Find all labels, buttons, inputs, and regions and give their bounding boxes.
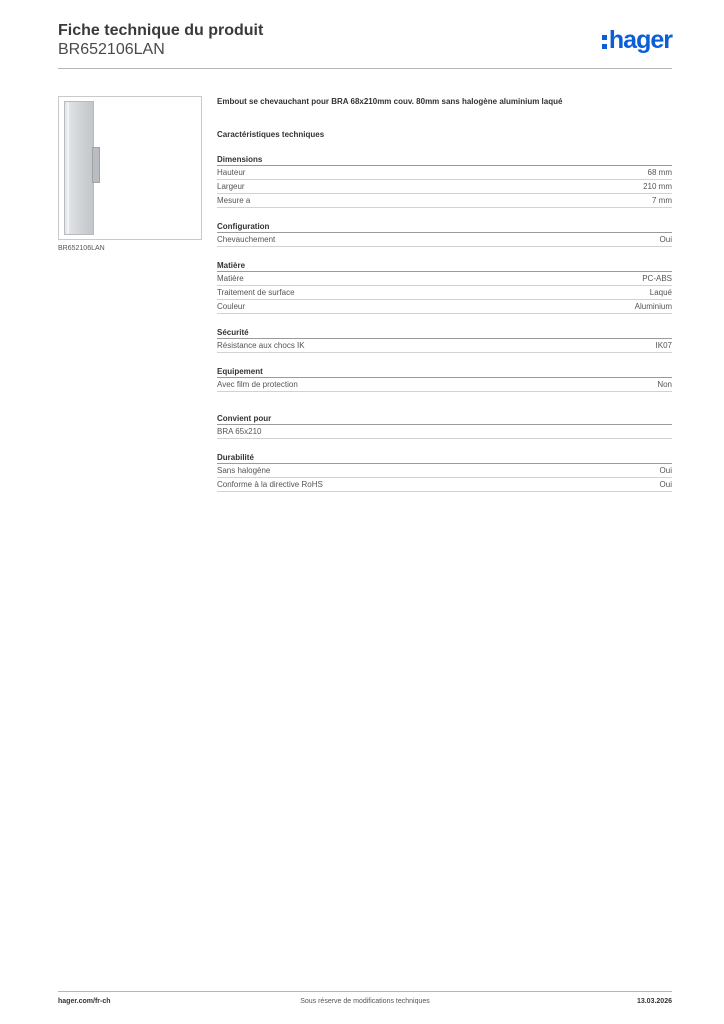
spec-label: Résistance aux chocs IK <box>217 341 305 350</box>
spec-value: Oui <box>659 480 672 489</box>
spec-group-title: Dimensions <box>217 154 672 166</box>
header-divider <box>58 68 672 69</box>
spec-row <box>217 425 672 439</box>
footer-date: 13.03.2026 <box>636 998 672 1005</box>
spec-value: PC-ABS <box>642 274 672 283</box>
spec-row <box>217 478 672 492</box>
logo-text: hager <box>608 26 672 54</box>
product-image <box>58 96 202 240</box>
spec-label: Mesure a <box>217 196 251 205</box>
spec-group-title: Sécurité <box>217 327 672 339</box>
spec-value: IK07 <box>655 341 672 350</box>
spec-value: Oui <box>659 235 672 244</box>
spec-value: Laqué <box>649 288 672 297</box>
spec-value: 7 mm <box>652 196 672 205</box>
spec-label: Matière <box>217 274 244 283</box>
spec-value: 68 mm <box>647 168 672 177</box>
spec-row <box>217 194 672 208</box>
spec-value: Oui <box>659 466 672 475</box>
spec-group-title: Convient pour <box>217 413 672 425</box>
spec-row <box>217 166 672 180</box>
logo-colon-icon <box>602 35 607 49</box>
spec-label: Avec film de protection <box>217 380 298 389</box>
spec-value: 210 mm <box>643 182 672 191</box>
spec-label: Couleur <box>217 302 246 311</box>
spec-group-dimensions <box>217 154 672 208</box>
spec-group-title: Configuration <box>217 221 672 233</box>
footer-website: hager.com/fr-ch <box>58 998 111 1005</box>
spec-row <box>217 272 672 286</box>
product-end-cap-illustration <box>64 101 94 235</box>
spec-label: Conforme à la directive RoHS <box>217 480 323 489</box>
spec-row <box>217 464 672 478</box>
product-reference: BR652106LAN <box>58 41 165 58</box>
spec-group-equipment <box>217 366 672 392</box>
spec-group-security <box>217 327 672 353</box>
spec-label: Hauteur <box>217 168 246 177</box>
spec-value: Non <box>657 380 672 389</box>
spec-content <box>217 96 672 492</box>
spec-group-sustainability <box>217 452 672 492</box>
spec-label: Traitement de surface <box>217 288 295 297</box>
footer-divider <box>58 991 672 992</box>
spec-group-title: Matière <box>217 260 672 272</box>
spec-row <box>217 233 672 247</box>
spec-heading: Caractéristiques techniques <box>217 130 325 139</box>
spec-row <box>217 339 672 353</box>
spec-label: Largeur <box>217 182 245 191</box>
spec-row <box>217 378 672 392</box>
spec-row <box>217 300 672 314</box>
footer-notice: Sous réserve de modifications techniques <box>300 998 430 1005</box>
spec-group-compatible <box>217 413 672 439</box>
spec-row <box>217 286 672 300</box>
product-image-caption: BR652106LAN <box>58 245 105 252</box>
spec-label: Chevauchement <box>217 235 276 244</box>
spec-group-configuration <box>217 221 672 247</box>
hager-logo <box>602 26 672 54</box>
spec-label: Sans halogène <box>217 466 271 475</box>
spec-group-material <box>217 260 672 314</box>
spec-group-title: Equipement <box>217 366 672 378</box>
document-title: Fiche technique du produit <box>58 22 264 39</box>
product-description: Embout se chevauchant pour BRA 68x210mm couv. 80mm sans halogène aluminium laqué <box>217 97 563 106</box>
spec-value: Aluminium <box>634 302 672 311</box>
product-clip-illustration <box>92 147 100 183</box>
spec-label: BRA 65x210 <box>217 427 262 436</box>
spec-group-title: Durabilité <box>217 452 672 464</box>
page-header <box>58 22 672 70</box>
spec-row <box>217 180 672 194</box>
page-footer <box>58 998 672 1010</box>
